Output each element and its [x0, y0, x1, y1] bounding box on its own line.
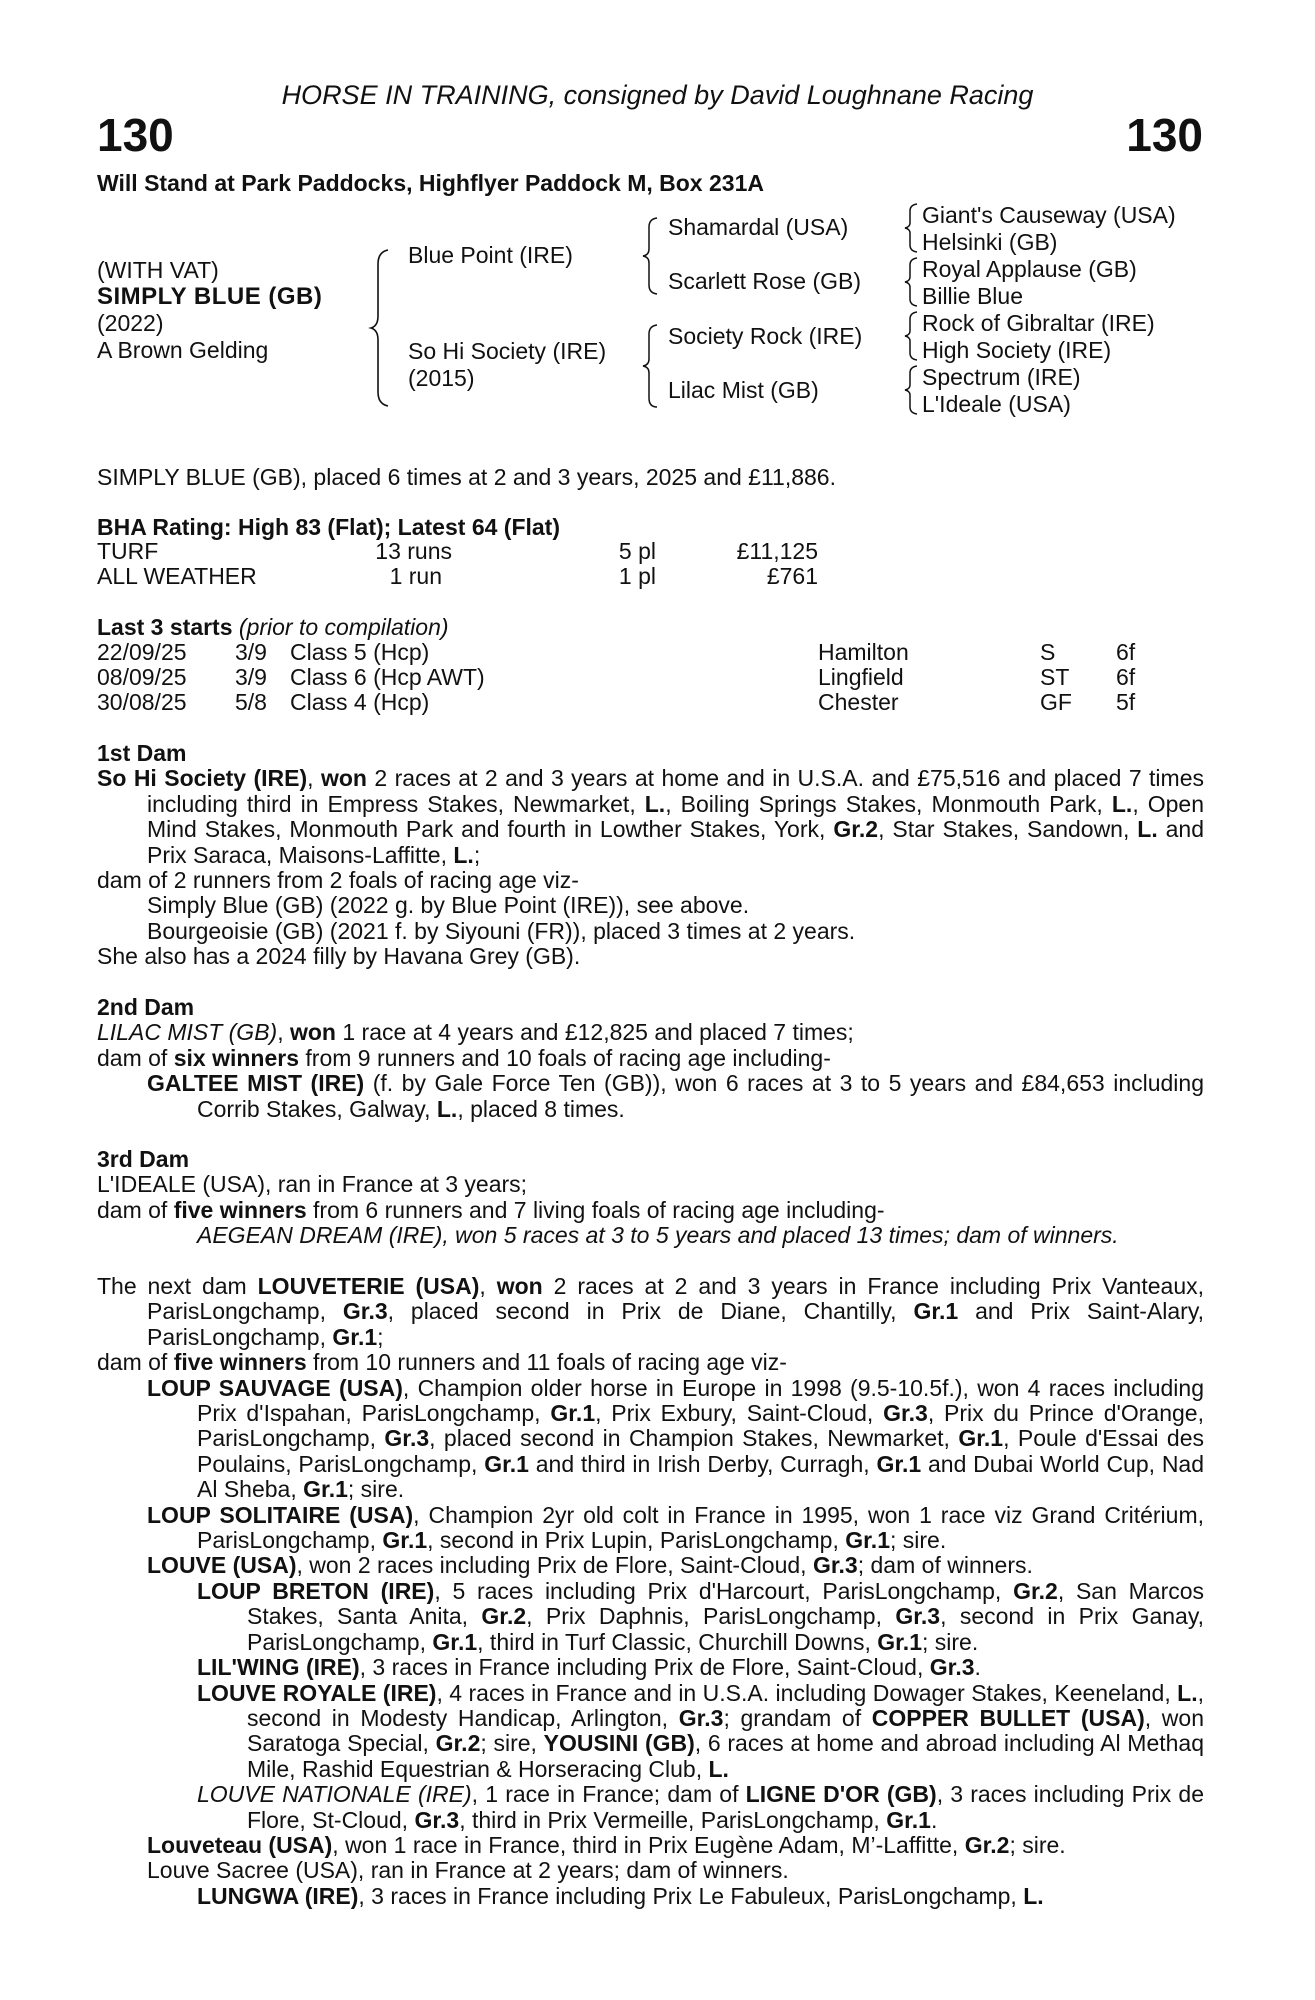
produce-item: Bourgeoisie (GB) (2021 f. by Siyouni (FR)), placed 3 times at 2 years.: [147, 917, 856, 944]
dsd: High Society (IRE): [922, 337, 1112, 363]
lot-number-right: 130: [1126, 109, 1203, 161]
second-dam-heading: 2nd Dam: [97, 994, 195, 1020]
horse-name: SIMPLY BLUE (GB): [97, 283, 323, 310]
start-going: ST: [1040, 664, 1070, 690]
last-starts-title: Last 3 starts: [97, 614, 233, 640]
first-dam-heading: 1st Dam: [97, 740, 187, 766]
start-race: Class 6 (Hcp AWT): [290, 664, 485, 690]
start-date: 08/09/25: [97, 664, 187, 690]
next-dam-produce-intro: dam of five winners from 10 runners and 11 foals of racing age viz-: [97, 1349, 787, 1376]
bha-rating-title: BHA Rating: High 83 (Flat); Latest 64 (Flat): [97, 514, 560, 540]
second-dam-section: [97, 995, 1204, 1122]
sire-sire: Shamardal (USA): [668, 214, 849, 240]
dam-sire: Society Rock (IRE): [668, 323, 863, 349]
start-position: 3/9: [235, 664, 267, 690]
brace-7-icon: [902, 364, 920, 416]
stand-location: Will Stand at Park Paddocks, Highflyer Paddock M, Box 231A: [97, 170, 764, 196]
first-dam-produce-intro: dam of 2 runners from 2 foals of racing age viz-: [97, 867, 579, 894]
start-going: GF: [1040, 689, 1072, 715]
brace-2-icon: [640, 216, 660, 296]
produce-item: LOUVE ROYALE (IRE), 4 races in France and in U.S.A. including Dowager Stakes, Keeneland, L., second in Modesty Handicap, Arlington, Gr.3; grandam of COPPER BULLET (USA), won Saratoga Special, Gr.2; sire, YOUSINI (GB), 6 races at home and abroad including Al Methaq Mile, Rashid Equestrian & Horseracing Club, L.: [197, 1679, 1205, 1782]
produce-item: GALTEE MIST (IRE) (f. by Gale Force Ten (GB)), won 6 races at 3 to 5 years and £84,653 including Corrib Stakes, Galway, L., placed 8 times.: [147, 1070, 1204, 1122]
start-going: S: [1040, 639, 1056, 665]
brace-4-icon: [902, 202, 920, 254]
brace-1-icon: [368, 248, 392, 408]
horse-year: (2022): [97, 310, 164, 336]
third-dam-section: [97, 1147, 1204, 1249]
sss: Giant's Causeway (USA): [922, 202, 1176, 228]
produce-item: Simply Blue (GB) (2022 g. by Blue Point (IRE)), see above.: [147, 892, 750, 919]
dam-dam: Lilac Mist (GB): [668, 377, 819, 403]
start-position: 3/9: [235, 639, 267, 665]
start-position: 5/8: [235, 689, 267, 715]
start-distance: 5f: [1116, 689, 1136, 715]
race-summary: SIMPLY BLUE (GB), placed 6 times at 2 and 3 years, 2025 and £11,886.: [97, 464, 836, 490]
ddd: L'Ideale (USA): [922, 391, 1071, 417]
brace-6-icon: [902, 310, 920, 362]
next-dam-section: [97, 1274, 1204, 1909]
sdd: Billie Blue: [922, 283, 1023, 309]
next-dam-paragraph: The next dam LOUVETERIE (USA), won 2 races at 2 and 3 years in France including Prix Vanteaux, ParisLongchamp, Gr.3, placed second in Prix de Diane, Chantilly, Gr.1 and Prix Saint-Alary, ParisLongchamp, Gr.1;: [97, 1273, 1205, 1350]
start-distance: 6f: [1116, 664, 1136, 690]
produce-item: Louve Sacree (USA), ran in France at 2 years; dam of winners.: [147, 1857, 789, 1884]
start-date: 22/09/25: [97, 639, 187, 665]
first-dam-section: [97, 741, 1204, 970]
rating-prize: £761: [766, 563, 818, 589]
start-course: Chester: [818, 689, 899, 715]
produce-note: She also has a 2024 filly by Havana Grey (GB).: [97, 943, 581, 970]
rating-placed: 1 pl: [618, 563, 656, 589]
catalogue-header: HORSE IN TRAINING, consigned by David Loughnane Racing: [281, 80, 1034, 110]
produce-item: AEGEAN DREAM (IRE), won 5 races at 3 to 5 years and placed 13 times; dam of winners.: [197, 1222, 1119, 1249]
sire-dam: Scarlett Rose (GB): [668, 268, 861, 294]
rating-surface: TURF: [97, 538, 159, 564]
ssd: Helsinki (GB): [922, 229, 1058, 255]
dss: Rock of Gibraltar (IRE): [922, 310, 1155, 336]
produce-item: LOUP BRETON (IRE), 5 races including Prix d'Harcourt, ParisLongchamp, Gr.2, San Marcos Stakes, Santa Anita, Gr.2, Prix Daphnis, ParisLongchamp, Gr.3, second in Prix Ganay, ParisLongchamp, Gr.1, third in Turf Classic, Churchill Downs, Gr.1; sire.: [197, 1577, 1205, 1655]
rating-placed: 5 pl: [618, 538, 656, 564]
produce-item: LOUP SOLITAIRE (USA), Champion 2yr old colt in France in 1995, won 1 race viz Grand Critérium, ParisLongchamp, Gr.1, second in Prix Lupin, ParisLongchamp, Gr.1; sire.: [147, 1501, 1204, 1554]
start-race: Class 4 (Hcp): [290, 689, 430, 715]
rating-surface: ALL WEATHER: [97, 563, 257, 589]
brace-3-icon: [640, 323, 660, 409]
start-race: Class 5 (Hcp): [290, 639, 430, 665]
start-distance: 6f: [1116, 639, 1136, 665]
second-dam-line: LILAC MIST (GB), won 1 race at 4 years and £12,825 and placed 7 times;: [97, 1019, 854, 1046]
lot-number-left: 130: [97, 109, 174, 161]
third-dam-heading: 3rd Dam: [97, 1146, 190, 1172]
dam-year: (2015): [408, 365, 475, 391]
first-dam-paragraph: So Hi Society (IRE), won 2 races at 2 and 3 years at home and in U.S.A. and £75,516 and placed 7 times including third in Empress Stakes, Newmarket, L., Boiling Springs Stakes, Monmouth Park, L., Open Mind Stakes, Monmouth Park and fourth in Lowther Stakes, York, Gr.2, Star Stakes, Sandown, L. and Prix Saraca, Maisons-Laffitte, L.;: [97, 765, 1204, 868]
brace-5-icon: [902, 256, 920, 308]
third-dam-line: L'IDEALE (USA), ran in France at 3 years;: [97, 1171, 528, 1198]
produce-item: LOUVE (USA), won 2 races including Prix de Flore, Saint-Cloud, Gr.3; dam of winners.: [147, 1552, 1033, 1579]
rating-runs: 13 runs: [375, 538, 452, 564]
third-dam-produce-intro: dam of five winners from 6 runners and 7 living foals of racing age including-: [97, 1196, 885, 1223]
horse-description: A Brown Gelding: [97, 337, 269, 363]
sds: Royal Applause (GB): [922, 256, 1137, 282]
dds: Spectrum (IRE): [922, 364, 1081, 390]
dam-name: So Hi Society (IRE): [408, 338, 607, 364]
vat-note: (WITH VAT): [97, 257, 219, 283]
produce-item: LIL'WING (IRE), 3 races in France including Prix de Flore, Saint-Cloud, Gr.3.: [197, 1654, 981, 1681]
rating-prize: £11,125: [736, 538, 818, 564]
start-course: Hamilton: [818, 639, 909, 665]
second-dam-produce-intro: dam of six winners from 9 runners and 10 foals of racing age including-: [97, 1044, 831, 1071]
produce-item: LUNGWA (IRE), 3 races in France including Prix Le Fabuleux, ParisLongchamp, L.: [197, 1882, 1044, 1909]
rating-runs: 1 run: [389, 563, 442, 589]
produce-item: LOUVE NATIONALE (IRE), 1 race in France; dam of LIGNE D'OR (GB), 3 races including Prix de Flore, St-Cloud, Gr.3, third in Prix Vermeille, ParisLongchamp, Gr.1.: [197, 1781, 1204, 1833]
produce-item: Louveteau (USA), won 1 race in France, third in Prix Eugène Adam, M’-Laffitte, Gr.2; sire.: [147, 1831, 1066, 1858]
start-date: 30/08/25: [97, 689, 187, 715]
produce-item: LOUP SAUVAGE (USA), Champion older horse in Europe in 1998 (9.5-10.5f.), won 4 races including Prix d'Ispahan, ParisLongchamp, Gr.1, Prix Exbury, Saint-Cloud, Gr.3, Prix du Prince d'Orange, ParisLongchamp, Gr.3, placed second in Champion Stakes, Newmarket, Gr.1, Poule d'Essai des Poulains, ParisLongchamp, Gr.1 and third in Irish Derby, Curragh, Gr.1 and Dubai World Cup, Nad Al Sheba, Gr.1; sire.: [147, 1374, 1205, 1503]
last-starts-note: (prior to compilation): [238, 614, 449, 640]
start-course: Lingfield: [818, 664, 904, 690]
last-starts-heading: [97, 615, 449, 640]
sire-name: Blue Point (IRE): [408, 242, 573, 268]
